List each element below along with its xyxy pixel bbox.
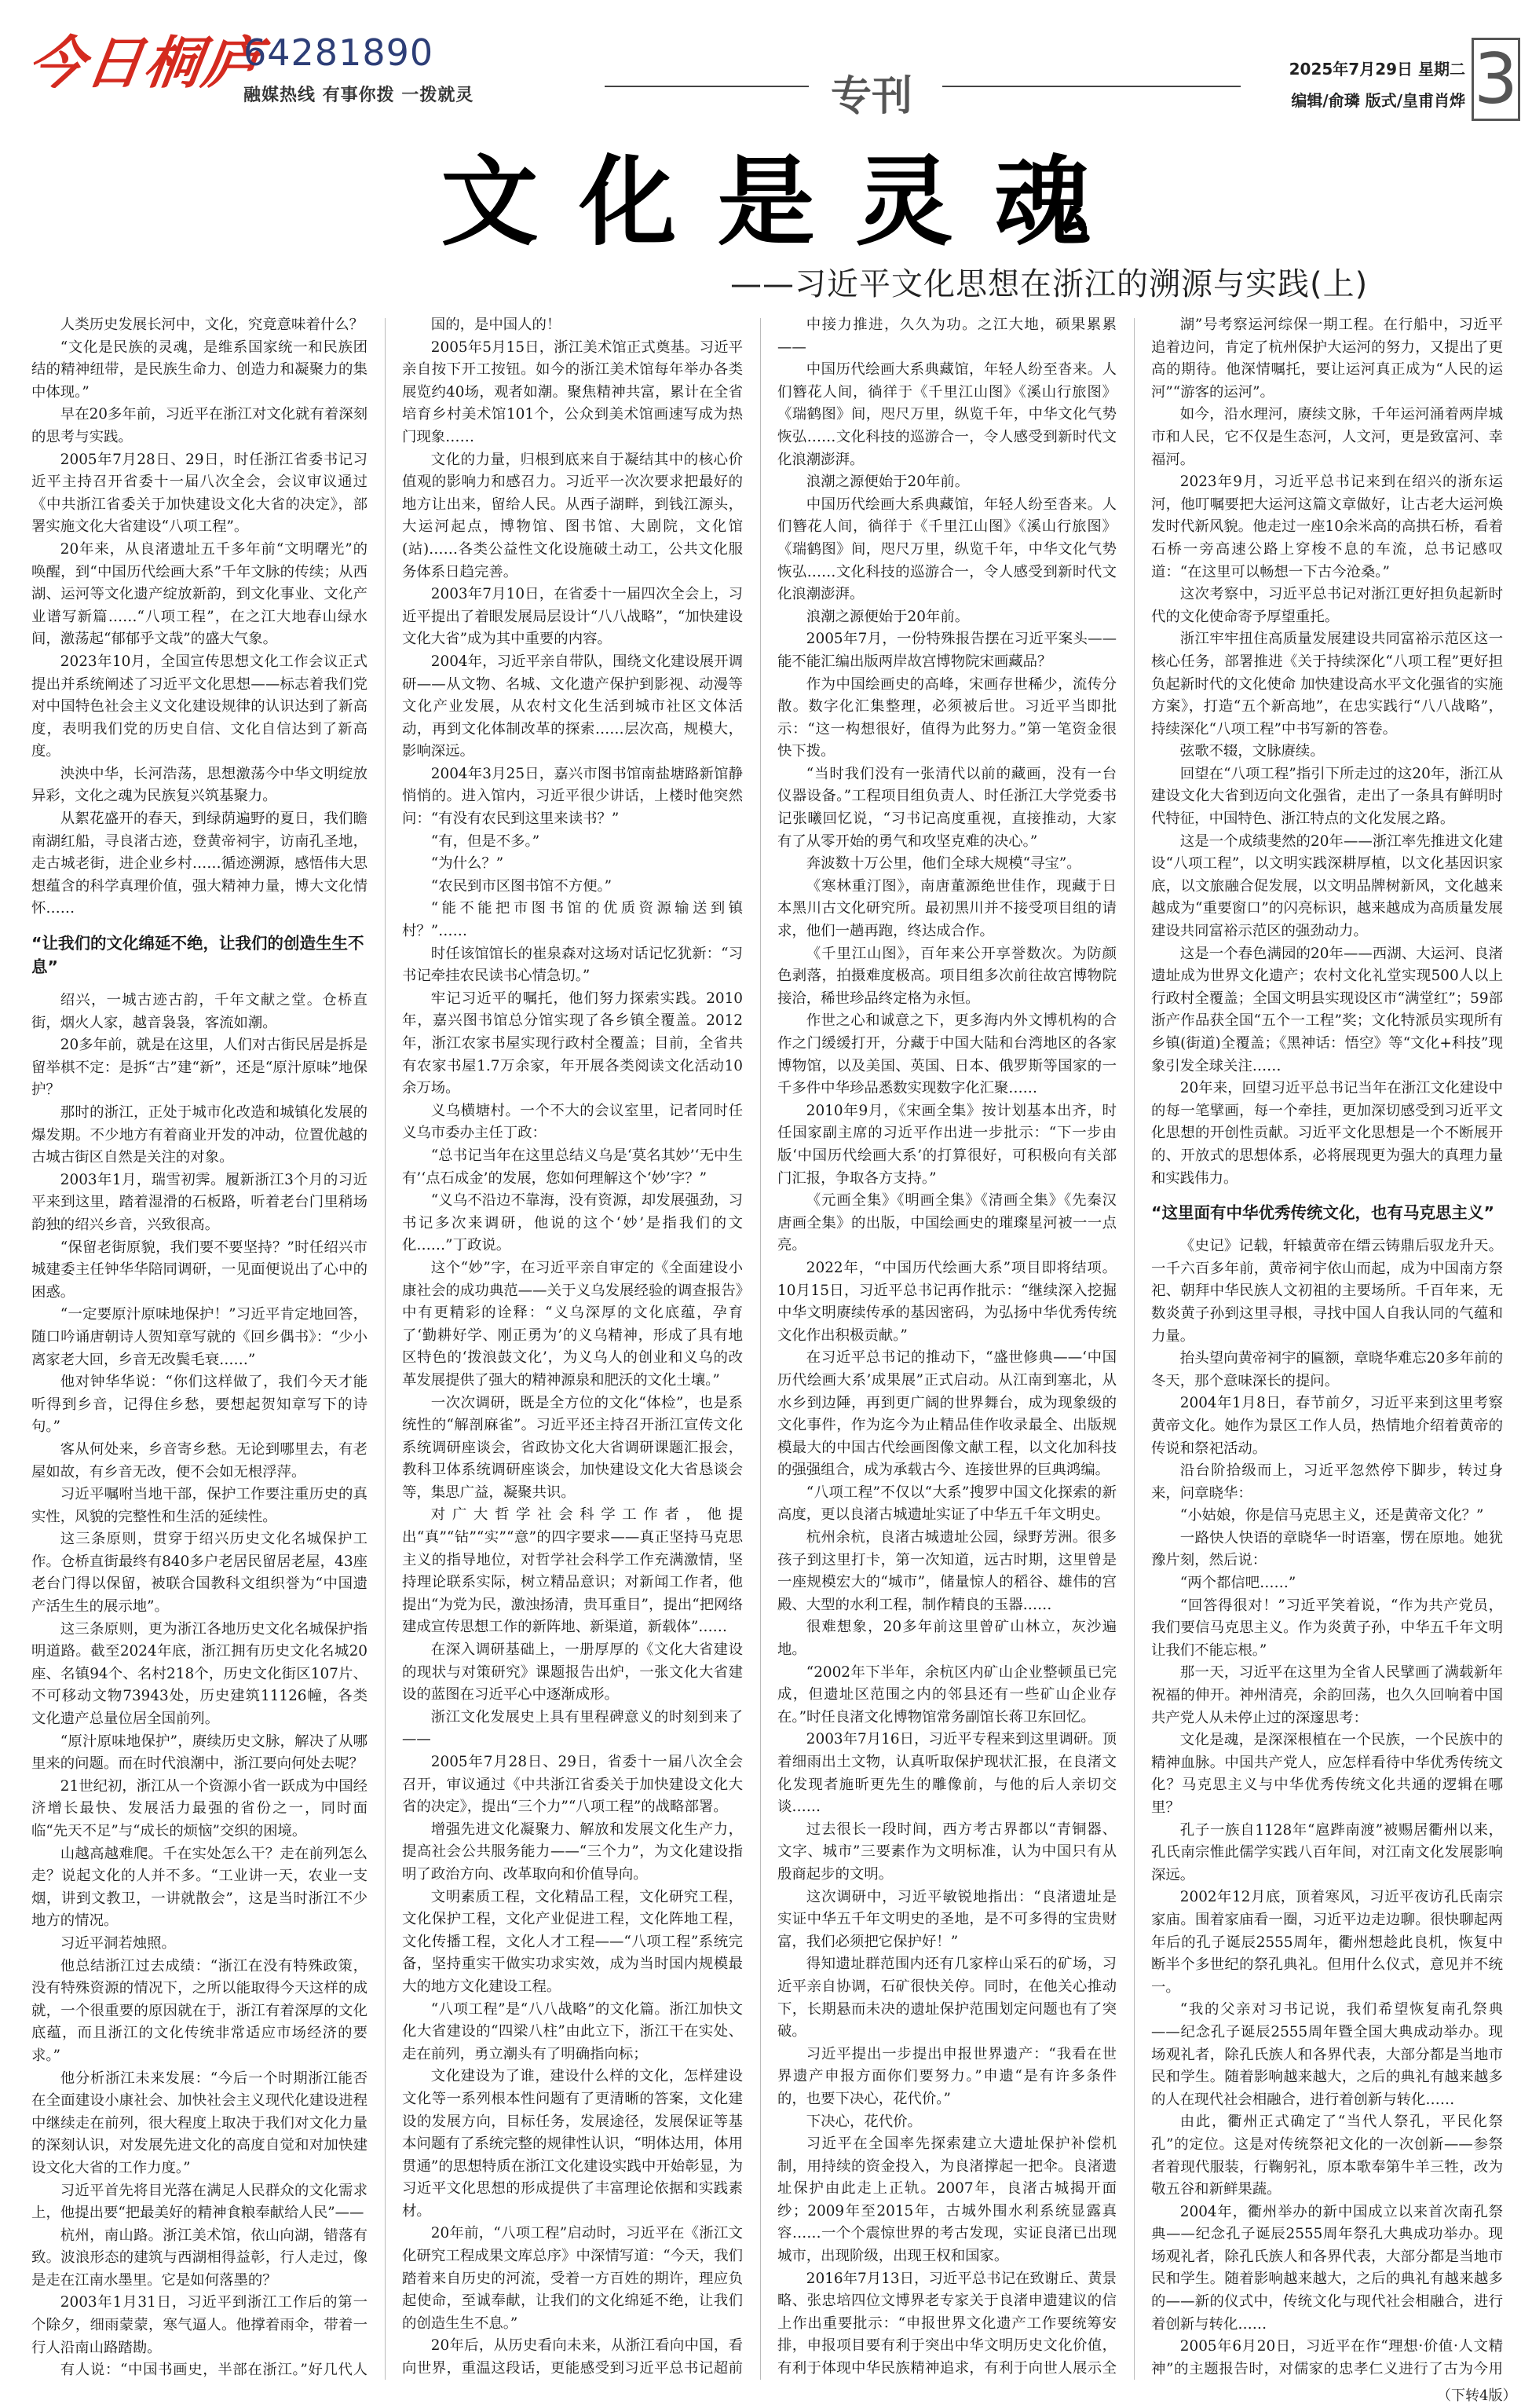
paragraph: 习近平首先将目光落在满足人民群众的文化需求上，他提出要“把最美好的精神食粮奉献给人民”——: [31, 2182, 367, 2222]
paragraph: “总书记当年在这里总结义乌是‘莫名其妙’‘无中生有’‘点石成金’的发展，您如何理解这个‘妙’字？”: [402, 1147, 743, 1187]
column-divider: [385, 318, 386, 2380]
paragraph: 这个“妙”字，在习近平亲自审定的《全面建设小康社会的成功典范——关于义乌发展经验的调查报告》中有更精彩的诠释：“义乌深厚的文化底蕴，孕育了‘勤耕好学、刚正勇为’的义乌精神，形成了具有地区特色的‘拨浪鼓文化’，为义乌人的创业和义乌的改革发展提供了强大的精神源泉和肥沃的文化土壤。”: [402, 1259, 743, 1389]
paragraph: 文化的力量，归根到底来自于凝结其中的核心价值观的影响力和感召力。习近平一次次要求把最好的地方让出来，留给人民。从西子湖畔，到钱江源头，大运河起点，博物馆、图书馆、大剧院，文化馆(站)……各类公益性文化设施破土动工，公共文化服务体系日趋完善。: [402, 451, 743, 580]
paragraph: 2002年12月底，顶着寒风，习近平夜访孔氏南宗家庙。围着家庙看一圈，习近平边走边聊。很快聊起两年后的孔子诞辰2555周年，衢州想趁此良机，恢复中断半个多世纪的祭孔典礼。但用什么仪式，意见并不统一。: [1151, 1889, 1503, 1996]
paragraph: 文化建设为了谁，建设什么样的文化，怎样建设文化等一系列根本性问题有了更清晰的答案，文化建设的发展方向，目标任务，发展途径，发展保证等基本问题有了系统完整的规律性认识，“明体达用，体用贯通”的思想特质在浙江文化建设实践中开始彰显，为习近平文化思想的形成提供了丰富理论依据和实践素材。: [402, 2068, 743, 2220]
paragraph: 20年前，“八项工程”启动时，习近平在《浙江文化研究工程成果文库总序》中深情写道：“今天，我们踏着来自历史的河流，受着一方百姓的期许，理应负起使命，至诚奉献，让我们的文化绵延不绝，让我们的创造生生不息。”: [402, 2225, 743, 2332]
paragraph: 绍兴，一城古迹古韵，千年文献之堂。仓桥直街，烟火人家，越音袅袅，客流如潮。: [31, 992, 367, 1031]
paragraph: 有人说：“中国书画史，半部在浙江。”好几代人: [60, 2362, 367, 2379]
paragraph: 2005年7月28日、29日，省委十一届八次全会召开，审议通过《中共浙江省委关于加快建设文化大省的决定》，提出“三个力”“八项工程”的战略部署。: [402, 1754, 743, 1816]
paragraph: 对广大哲学社会科学工作者，他提出“真”“钻”“实”“意”的四字要求——真正坚持马克思主义的指导地位，对哲学社会科学工作充满激情，坚持理论联系实际，树立精品意识；对新闻工作者，他提出“为党为民，激浊扬清，贵耳重目”，提出“把网络建成宣传思想工作的新阵地、新渠道，新载体”……: [402, 1506, 743, 1636]
paragraph: 从絮花盛开的春天，到绿荫遍野的夏日，我们瞻南湖红船，寻良渚古迹，登黄帝祠宇，访南孔圣地，走古城老街，进企业乡村……循迹溯源，感悟伟大思想蕴含的科学真理价值，强大精神力量，博大文化情怀……: [31, 811, 367, 917]
paragraph: “小姑娘，你是信马克思主义，还是黄帝文化？”: [1179, 1507, 1484, 1524]
paragraph: 文化是魂，是深深根植在一个民族，一个民族中的精神血脉。中国共产党人，应怎样看待中华优秀传统文化？马克思主义与中华优秀传统文化共通的逻辑在哪里？: [1151, 1732, 1503, 1816]
paragraph: “有，但是不多。”: [430, 833, 540, 850]
paragraph: 2003年7月10日，在省委十一届四次全会上，习近平提出了着眼发展局层设计“八八战略”，“加快建设文化大省”成为其中重要的内容。: [402, 586, 743, 648]
paragraph: 2004年3月25日，嘉兴市图书馆南盐塘路新馆静悄悄的。进入馆内，习近平很少讲话，上楼时他突然问：“有没有农民到这里来读书？”: [402, 765, 743, 828]
paragraph: 孔子一族自1128年“扈跸南渡”被赐居衢州以来，孔氏南宗惟此儒学实践八百年间，对江南文化发展影响深远。: [1151, 1821, 1503, 1883]
paragraph: 文明素质工程，文化精品工程，文化研究工程，文化保护工程，文化产业促进工程，文化阵地工程，文化传播工程，文化人才工程——“八项工程”系统完备，坚持重实干做实功求实效，成为当时国内规模最大的地方文化建设工程。: [402, 1888, 743, 1995]
article-subtitle: ——习近平文化思想在浙江的溯源与实践(上): [730, 266, 1369, 302]
paragraph: 习近平洞若烛照。: [60, 1934, 176, 1952]
paragraph: “回答得很对！”习近平笑着说，“作为共产党员，我们要信马克思主义。作为炎黄子孙，中华五千年文明让我们不能忘根。”: [1151, 1597, 1503, 1659]
paragraph: 中接力推进，久久为功。之江大地，硕果累累——: [777, 317, 1117, 356]
paragraph: 湖”号考察运河综保一期工程。在行船中，习近平追着边问，肯定了杭州保护大运河的努力，又提出了更高的期待。他深情嘱托，要让运河真正成为“人民的运河”“游客的运河”。: [1151, 317, 1503, 401]
paragraph: 这三条原则，更为浙江各地历史文化名城保护指明道路。截至2024年底，浙江拥有历史文化名城20座、名镇94个、名村218个，历史文化街区107片、不可移动文物73943处，历史建筑11126幢，各类文化遗产总量位居全国前列。: [31, 1620, 367, 1728]
paragraph: 2010年9月，《宋画全集》按计划基本出齐，时任国家副主席的习近平作出进一步批示：“下一步由版‘中国历代绘画大系’的打算很好，可积极向有关部门汇报，争取各方支持。”: [777, 1102, 1117, 1187]
paragraph: 那时的浙江，正处于城市化改造和城镇化发展的爆发期。不少地方有着商业开发的冲动，位置优越的古城古街区自然是关注的对象。: [31, 1104, 367, 1166]
paragraph: “为什么？”: [430, 855, 504, 873]
paragraph: 如今，沿水理河，赓续文脉，千年运河涌着两岸城市和人民，它不仅是生态河，人文河，更是致富河、幸福河。: [1151, 406, 1503, 468]
paragraph: 那一天，习近平在这里为全省人民擘画了满载新年祝福的伸开。神州清亮，余韵回荡，也久久回响着中国共产党人从未停止过的深邃思考：: [1151, 1664, 1503, 1726]
page-number: 3: [1472, 38, 1520, 121]
paragraph: 他对钟华华说：“你们这样做了，我们今天才能听得到乡音，记得住乡愁，要想起贺知章写下的诗句。”: [31, 1374, 367, 1436]
paragraph: “八项工程”是“八八战略”的文化篇。浙江加快文化大省建设的“四梁八柱”由此立下，浙江干在实处、走在前列，勇立潮头有了明确指向标；: [402, 2000, 743, 2062]
paragraph: 《史记》记载，轩辕黄帝在缙云铸鼎后驭龙升天。一千六百多年前，黄帝祠宇依山而起，成为中国南方祭祀、朝拜中华民族人文初祖的主要场所。千百年来，无数炎黄子孙到这里寻根，寻找中国人自我认同的气蕴和力量。: [1151, 1238, 1503, 1345]
paragraph: “我的父亲对习书记说，我们希望恢复南孔祭典——纪念孔子诞辰2555周年暨全国大典成动举办。现场观礼者，除孔氏族人和各界代表，大部分都是当地市民和学生。随着影响越来越大，之后的典礼有越来越多的人在现代社会相融合，进行着创新与转化……: [1151, 2001, 1503, 2108]
paragraph: 作为中国绘画史的高峰，宋画存世稀少，流传分散。数字化汇集整理，必须被后世。习近平当即批示：“这一构想很好，值得为此努力。”第一笔资金很快下拨。: [777, 675, 1117, 760]
masthead-rule-right: [942, 86, 1241, 87]
paragraph: 国的，是中国人的！: [430, 317, 561, 333]
paragraph: 2003年1月，瑞雪初霁。履新浙江3个月的习近平来到这里，踏着湿滑的石板路，听着老台门里稍场韵独的绍兴乡音，兴致很高。: [31, 1171, 367, 1233]
paragraph: 人类历史发展长河中，文化，究竟意味着什么？: [60, 317, 364, 333]
paragraph: 2005年7月28日、29日，时任浙江省委书记习近平主持召开省委十一届八次全会，会议审议通过《中共浙江省委关于加快建设文化大省的决定》，部署实施文化大省建设“八项工程”。: [31, 451, 367, 536]
paragraph: “一定要原汁原味地保护！”习近平肯定地回答，随口吟诵唐朝诗人贺知章写就的《回乡偶书》：“少小离家老大回，乡音无改鬓毛衰……”: [31, 1306, 367, 1368]
paragraph: 一次次调研，既是全方位的文化“体检”，也是系统性的“解剖麻雀”。习近平还主持召开浙江宣传文化系统调研座谈会，省政协文化大省调研课题汇报会，教科卫体系统调研座谈会，加快建设文化大省恳谈会等，集思广益，凝聚共识。: [402, 1394, 743, 1501]
paragraph: 2004年，衢州举办的新中国成立以来首次南孔祭典——纪念孔子诞辰2555周年祭孔大典成功举办。现场观礼者，除孔氏族人和各界代表，大部分都是当地市民和学生。随着影响越来越大，之后的典礼有越来越多的——新的仪式中，传统文化与现代社会相融合，进行着创新与转化……: [1151, 2203, 1503, 2333]
paragraph: 一路快人快语的章晓华一时语塞，愣在原地。她犹豫片刻，然后说：: [1151, 1529, 1503, 1569]
paragraph: 2016年7月13日，习近平总书记在致谢丘、黄景略、张忠培四位文博界老专家关于良渚申遗建议的信上作出重要批示：“申报世界文化遗产工作要统筹安排，申报项目要有利于突出中华文明历史文化价值，有利于体现中华民族精神追求，有利于向世人展示全: [777, 2270, 1117, 2377]
editor-credits: 编辑/俞璘 版式/皇甫肖烨: [1291, 91, 1465, 110]
paragraph: 2005年7月，一份特殊报告摆在习近平案头——能不能汇编出版两岸故宫博物院宋画藏品？: [777, 631, 1117, 670]
paragraph: 这次调研中，习近平敏锐地指出：“良渚遗址是实证中华五千年文明史的圣地，是不可多得的宝贵财富，我们必须把它保护好！”: [777, 1888, 1117, 1950]
paragraph: 义乌横塘村。一个不大的会议室里，记者同时任义乌市委办主任丁政：: [402, 1102, 743, 1142]
paragraph: 2023年10月，全国宣传思想文化工作会议正式提出并系统阐述了习近平文化思想——标志着我们党对中国特色社会主义文化建设规律的认识达到了新高度，表明我们党的历史自信、文化自信达到了新高度。: [31, 653, 367, 760]
paragraph: 2004年1月8日，春节前夕，习近平来到这里考察黄帝文化。她作为景区工作人员，热情地介绍着黄帝的传说和祭祀活动。: [1151, 1395, 1503, 1457]
paragraph: 《寒林重汀图》，南唐董源绝世佳作，现藏于日本黑川古文化研究所。最初黑川并不接受项目组的请求，他们一趟再跑，终达成合作。: [777, 877, 1117, 940]
paragraph: 习近平嘱咐当地干部，保护工作要注重历史的真实性，风貌的完整性和生活的延续性。: [31, 1486, 367, 1525]
section-name: 专刊: [830, 73, 912, 120]
masthead-rule-left: [605, 86, 809, 87]
paragraph: 时任该馆馆长的崔泉森对这场对话记忆犹新：“习书记牵挂农民读书心情急切。”: [402, 945, 743, 985]
continued-on-page: （下转4版）: [1437, 2388, 1517, 2404]
paragraph: 他总结浙江过去成绩：“浙江在没有特殊政策，没有特殊资源的情况下，之所以能取得今天这样的成就，一个很重要的原因就在于，浙江有着深厚的文化底蕴，而且浙江的文化传统非常适应市场经济的要求。”: [31, 1957, 367, 2064]
column-divider: [1134, 318, 1135, 2380]
paragraph: “八项工程”不仅以“大系”搜罗中国文化探索的新高度，更以良渚古城遗址实证了中华五千年文明史。: [777, 1484, 1117, 1524]
paragraph: 浪潮之源便始于20年前。: [806, 608, 970, 625]
newspaper-logo: 今日桐庐: [24, 29, 266, 96]
paragraph: “原汁原味地保护”，赓续历史文脉，解决了从哪里来的问题。而在时代浪潮中，浙江要向何处去呢？: [31, 1733, 367, 1773]
article-title: 文化是灵魂: [441, 146, 1132, 259]
paragraph: 客从何处来，乡音寄乡愁。无论到哪里去，有老屋如故，有乡音无改，便不会如无根浮萍。: [31, 1440, 367, 1480]
paragraph: 这是一个成绩斐然的20年——浙江率先推进文化建设“八项工程”，以文明实践深耕厚植，以文化基因识家底，以文旅融合促发展，以文明品牌树新风，文化越来越成为“重要窗口”的闪亮标识，越来越成为高质量发展建设共同富裕示范区的强劲动力。: [1151, 833, 1503, 940]
paragraph: 2022年，“中国历代绘画大系”项目即将结项。10月15日，习近平总书记再作批示：“继续深入挖掘中华文明赓续传承的基因密码，为弘扬中华优秀传统文化作出积极贡献。”: [777, 1259, 1117, 1344]
paragraph: 2003年1月31日，习近平到浙江工作后的第一个除夕，细雨蒙蒙，寒气逼人。他撑着雨伞，带着一行人沿南山路踏勘。: [31, 2294, 367, 2356]
paragraph: 2005年5月15日，浙江美术馆正式奠基。习近平亲自按下开工按钮。如今的浙江美术馆每年举办各类展览约40场，观者如潮。聚焦精神共富，累计在全省培育乡村美术馆101个，公众到美术馆画速写成为热门现象……: [402, 339, 743, 445]
paragraph: 杭州余杭，良渚古城遗址公园，绿野芳洲。很多孩子到这里打卡，第一次知道，远古时期，这里曾是一座规模宏大的“城市”，储量惊人的稻谷、雄伟的宫殿、大型的水利工程，制作精良的玉器……: [777, 1529, 1117, 1613]
paragraph: 奔波数十万公里，他们全球大规模“寻宝”。: [806, 855, 1081, 873]
paragraph: 20年来，从良渚遗址五千多年前“文明曙光”的唤醒，到“中国历代绘画大系”千年文脉的传续；从西湖、运河等文化遗产绽放新韵，到文化事业、文化产业谱写新篇……“八项工程”，在之江大地春山绿水间，激荡起“郁郁乎文哉”的盛大气象。: [31, 540, 367, 648]
paragraph: 这是一个春色满园的20年——西湖、大运河、良渚遗址成为世界文化遗产；农村文化礼堂实现500人以上行政村全覆盖；全国文明县实现设区市“满堂红”；59部浙产作品获全国“五个一工程”奖；文化特派员实现所有乡镇(街道)全覆盖；《黑神话：悟空》等“文化+科技”现象引发全球关注……: [1151, 945, 1503, 1074]
paragraph: 山越高越难爬。千在实处怎么干？走在前列怎么走？说起文化的人并不多。“工业讲一天，农业一支烟，讲到文教卫，一讲就散会”，这是当时浙江不少地方的情况。: [31, 1845, 367, 1930]
hotline-number: 64281890: [243, 31, 434, 74]
article-column-4: [1151, 314, 1503, 2380]
paragraph: 20多年前，就是在这里，人们对古街民居是拆是留举棋不定：是拆“古”建“新”，还是“原汁原味”地保护？: [31, 1037, 367, 1099]
paragraph: 作世之心和诚意之下，更多海内外文博机构的合作之门缓缓打开，分藏于中国大陆和台湾地区的各家博物馆，以及美国、英国、日本、俄罗斯等国家的一千多件中华珍品悉数实现数字化汇聚……: [777, 1012, 1117, 1097]
paragraph: 他分析浙江未来发展：“今后一个时期浙江能否在全面建设小康社会、加快社会主义现代化建设进程中继续走在前列，很大程度上取决于我们对文化力量的深刻认识，对发展先进文化的高度自觉和对加快建设文化大省的工作力度。”: [31, 2069, 367, 2176]
paragraph: “保留老街原貌，我们要不要坚持？”时任绍兴市城建委主任钟华华陪同调研，一见面便说出了心中的困惑。: [31, 1239, 367, 1301]
paragraph: 20年后，从历史看向未来，从浙江看向中国，看向世界，重温这段话，更能感受到习近平总书记超前: [402, 2337, 743, 2377]
paragraph: 过去很长一段时间，西方考古界都以“青铜器、文字、城市”三要素作为文明标准，认为中国只有从殷商起步的文明。: [777, 1821, 1117, 1883]
paragraph: 牢记习近平的嘱托，他们努力探索实践。2010年，嘉兴图书馆总分馆实现了各乡镇全覆盖。2012年，浙江农家书屋实现行政村全覆盖；目前，全省共有农家书屋1.7万余家，年开展各类阅读文化活动10余万场。: [402, 990, 743, 1097]
paragraph: 2005年6月20日，习近平在作“理想·价值·人文精神”的主题报告时，对儒家的忠孝仁义进行了古为今用: [1151, 2338, 1503, 2377]
section-subheading: “让我们的文化绵延不绝，让我们的创造生生不息”: [31, 934, 364, 977]
paragraph: 浪潮之源便始于20年前。: [806, 474, 970, 491]
paragraph: 2004年，习近平亲自带队，围绕文化建设展开调研——从文物、名城、文化遗产保护到影视、动漫等文化产业发展，从农村文化生活到城市社区文体活动，再到文化体制改革的探索……层次高，规模大，影响深远。: [402, 653, 743, 760]
paragraph: 泱泱中华，长河浩荡，思想激荡今中华文明绽放异彩，文化之魂为民族复兴筑基聚力。: [31, 765, 367, 805]
paragraph: 21世纪初，浙江从一个资源小省一跃成为中国经济增长最快、发展活力最强的省份之一，同时面临“先天不足”与“成长的烦恼”交织的困境。: [31, 1777, 367, 1839]
paragraph: 这次考察中，习近平总书记对浙江更好担负起新时代的文化使命寄予厚望重托。: [1151, 586, 1503, 625]
paragraph: 抬头望向黄帝祠宇的匾额，章晓华难忘20多年前的冬天，那个意味深长的提问。: [1151, 1350, 1503, 1389]
paragraph: 由此，衢州正式确定了“当代人祭孔，平民化祭孔”的定位。这是对传统祭祀文化的一次创新——参祭者着现代服装，行鞠躬礼，原本歌奉第牛羊三牲，改为敬五谷和新鲜果蔬。: [1151, 2113, 1503, 2198]
paragraph: 20年来，回望习近平总书记当年在浙江文化建设中的每一笔擘画，每一个牵挂，更加深切感受到习近平文化思想的开创性贡献。习近平文化思想是一个不断展开的、开放式的思想体系，必将展现更为强大的真理力量和实践伟力。: [1151, 1080, 1503, 1187]
paragraph: 沿台阶拾级而上，习近平忽然停下脚步，转过身来，问章晓华：: [1151, 1462, 1503, 1502]
hotline-slogan: 融媒热线 有事你拨 一拨就灵: [243, 86, 474, 105]
paragraph: 下决心，花代价。: [806, 2113, 922, 2130]
paragraph: 中国历代绘画大系典藏馆，年轻人纷至沓来。人们簪花人间，徜徉于《千里江山图》《溪山行旅图》《瑞鹤图》间，咫尺万里，纵览千年，中华文化气势恢弘……文化科技的巡游合一，令人感受到新时代文化浪潮澎湃。: [777, 361, 1117, 468]
issue-date: 2025年7月29日 星期二: [1289, 60, 1465, 79]
paragraph: 杭州，南山路。浙江美术馆，依山向湖，错落有致。波浪形态的建筑与西湖相得益彰，行人走过，像是走在江南水墨里。它是如何落墨的？: [31, 2227, 367, 2289]
masthead: [0, 0, 1532, 126]
paragraph: 这三条原则，贯穿于绍兴历史文化名城保护工作。仓桥直街最终有840多户老居民留居老屋，43座老台门得以保留，被联合国教科文组织誉为“中国遗产活生生的展示地”。: [31, 1531, 367, 1616]
paragraph: 《元画全集》《明画全集》《清画全集》《先秦汉唐画全集》的出版，中国绘画史的璀璨星河被一一点亮。: [777, 1192, 1117, 1254]
paragraph: 习近平提出一步提出申报世界遗产：“我看在世界遗产申报方面你们要努力。”申遗“是有许多条件的，也要下决心，花代价。”: [777, 2045, 1117, 2107]
paragraph: 很难想象，20多年前这里曾矿山林立，灰沙遍地。: [777, 1619, 1117, 1659]
paragraph: “能不能把市图书馆的优质资源输送到镇村？”……: [402, 900, 743, 940]
article-column-3: [777, 314, 1117, 2380]
paragraph: “两个都信吧……”: [1179, 1575, 1296, 1592]
paragraph: 《千里江山图》，百年来公开享誉数次。为防颜色剥落，拍摄难度极高。项目组多次前往故宫博物院接洽，稀世珍品终定格为永恒。: [777, 945, 1117, 1007]
paragraph: 在习近平总书记的推动下，“盛世修典——‘中国历代绘画大系’成果展”正式启动。从江南到塞北，从水乡到边陲，再到更广阔的世界舞台，成为现象级的文化事件，作为迄今为止精品佳作收录最全、出版规模最大的中国古代绘画图像文献工程，以文化加科技的强强组合，成为承载古今、连接世界的巨典鸿编。: [777, 1349, 1117, 1479]
paragraph: 弦歌不辍，文脉赓续。: [1179, 743, 1325, 760]
paragraph: 2023年9月，习近平总书记来到在绍兴的浙东运河，他叮嘱要把大运河这篇文章做好，让古老大运河焕发时代新风貌。他走过一座10余米高的高拱石桥，看着石桥一旁高速公路上穿梭不息的车流，总书记感叹道：“在这里可以畅想一下古今沧桑。”: [1151, 474, 1503, 580]
article-column-2: [402, 314, 743, 2380]
paragraph: 早在20多年前，习近平在浙江对文化就有着深刻的思考与实践。: [31, 406, 367, 445]
paragraph: 得知遗址群范围内还有几家梓山采石的矿场，习近平亲自协调，石矿很快关停。同时，在他关心推动下，长期悬而未决的遗址保护范围划定问题也有了突破。: [777, 1956, 1117, 2040]
column-divider: [760, 318, 761, 2380]
paragraph: 2003年7月16日，习近平专程来到这里调研。顶着细雨出土文物，认真听取保护现状汇报，在良渚文化发现者施昕更先生的雕像前，与他的后人亲切交谈……: [777, 1731, 1117, 1816]
paragraph: 回望在“八项工程”指引下所走过的这20年，浙江从建设文化大省到迈向文化强省，走出了一条具有鲜明时代特征，中国特色、浙江特点的文化发展之路。: [1151, 765, 1503, 828]
section-subheading: “这里面有中华优秀传统文化，也有马克思主义”: [1151, 1203, 1494, 1223]
article-column-1: [31, 314, 367, 2380]
paragraph: “义乌不沿边不靠海，没有资源，却发展强劲，习书记多次来调研，他说的这个‘妙’是指我们的文化……”丁政说。: [402, 1192, 743, 1254]
paragraph: “农民到市区图书馆不方便。”: [430, 877, 612, 895]
paragraph: 浙江文化发展史上具有里程碑意义的时刻到来了——: [402, 1708, 743, 1748]
paragraph: 浙江牢牢扭住高质量发展建设共同富裕示范区这一核心任务，部署推进《关于持续深化“八项工程”更好担负起新时代的文化使命 加快建设高水平文化强省的实施方案》，打造“五个新高地”，在忠实践行“八八战略”，持续深化“八项工程”中书写新的答卷。: [1151, 631, 1503, 737]
paragraph: “当时我们没有一张清代以前的藏画，没有一台仪器设备。”工程项目组负责人、时任浙江大学党委书记张曦回忆说，“习书记高度重视，直接推动，大家有了从零开始的勇气和攻坚克难的决心。”: [777, 765, 1117, 850]
paragraph: 习近平在全国率先探索建立大遗址保护补偿机制，用持续的资金投入，为良渚撑起一把伞。良渚遗址保护由此走上正轨。2007年，良渚古城揭开面纱；2009年至2015年，古城外围水利系统显露真容……一个个震惊世界的考古发现，实证良渚已出现城市，出现阶级，出现王权和国家。: [777, 2135, 1117, 2265]
paragraph: “文化是民族的灵魂，是维系国家统一和民族团结的精神纽带，是民族生命力、创造力和凝聚力的集中体现。”: [31, 339, 367, 401]
paragraph: 在深入调研基础上，一册厚厚的《文化大省建设的现状与对策研究》课题报告出炉，一张文化大省建设的蓝图在习近平心中逐渐成形。: [402, 1641, 743, 1704]
paragraph: “2002年下半年，余杭区内矿山企业整顿虽已完成，但遗址区范围之内的邻县还有一些矿山企业存在。”时任良渚文化博物馆常务副馆长蒋卫东回忆。: [777, 1663, 1117, 1725]
paragraph: 增强先进文化凝聚力、解放和发展文化生产力，提高社会公共服务能力——“三个力”，为文化建设指明了政治方向、改革取向和价值导向。: [402, 1821, 743, 1883]
paragraph: 中国历代绘画大系典藏馆，年轻人纷至沓来。人们簪花人间，徜徉于《千里江山图》《溪山行旅图》《瑞鹤图》间，咫尺万里，纵览千年，中华文化气势恢弘……文化科技的巡游合一，令人感受到新时代文化浪潮澎湃。: [777, 496, 1117, 603]
